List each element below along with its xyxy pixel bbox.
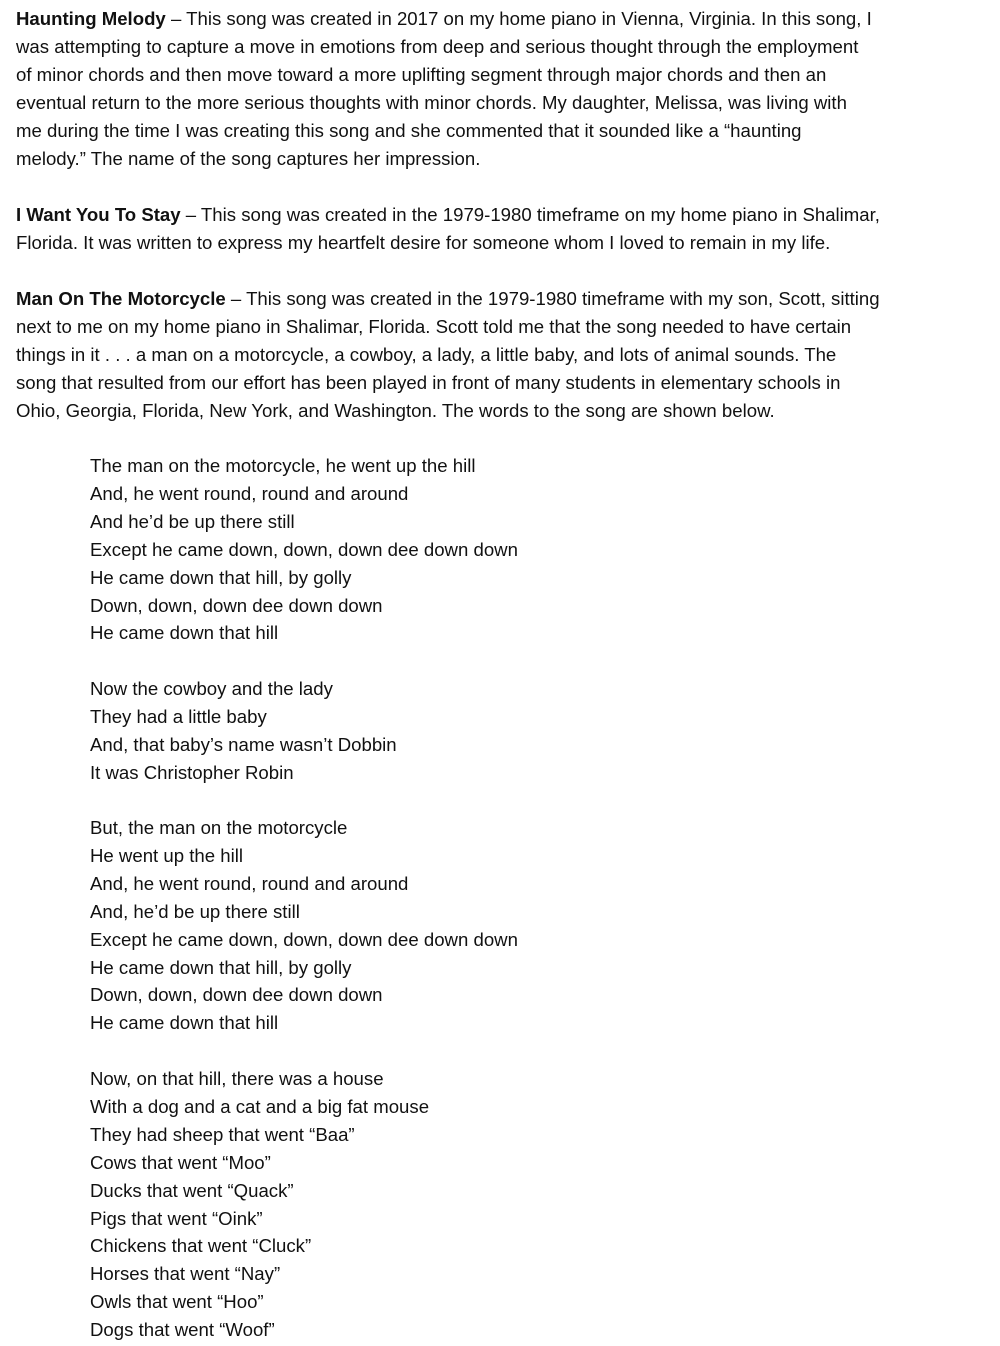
paragraph-line: was attempting to capture a move in emotions from deep and serious thought through the employment	[16, 35, 859, 57]
lyric-line: With a dog and a cat and a big fat mouse	[90, 1095, 430, 1117]
paragraph-first-line	[16, 201, 988, 229]
lyric-line: Owls that went “Hoo”	[90, 1291, 264, 1313]
lyric-line: It was Christopher Robin	[90, 761, 294, 783]
lyrics-stanza-3	[90, 814, 518, 1037]
lyric-line: Chickens that went “Cluck”	[90, 1235, 312, 1257]
lyric-line: He came down that hill	[90, 622, 279, 644]
lyric-line: And, that baby’s name wasn’t Dobbin	[90, 733, 397, 755]
lyrics-stanza-2	[90, 675, 397, 787]
lyric-line: Pigs that went “Oink”	[90, 1207, 263, 1229]
lyric-line: Horses that went “Nay”	[90, 1263, 281, 1285]
lyric-line: Now the cowboy and the lady	[90, 678, 333, 699]
paragraph-line: Ohio, Georgia, Florida, New York, and Washington. The words to the song are shown below.	[16, 399, 775, 421]
lyric-line: Cows that went “Moo”	[90, 1151, 271, 1173]
lyric-line: And, he went round, round and around	[90, 482, 409, 504]
paragraph-i-want-you-to-stay	[16, 201, 988, 257]
lyric-line: He came down that hill, by golly	[90, 566, 352, 588]
lyric-line: Except he came down, down, down dee down down	[90, 928, 518, 950]
paragraph-line: melody.” The name of the song captures her impression.	[16, 147, 481, 169]
lyrics-stanza-4	[90, 1065, 429, 1344]
song-title: I Want You To Stay	[16, 204, 181, 225]
lyric-line: Ducks that went “Quack”	[90, 1179, 294, 1201]
lyric-line: And, he’d be up there still	[90, 900, 300, 922]
song-title: Haunting Melody	[16, 8, 166, 29]
lyric-line: Now, on that hill, there was a house	[90, 1068, 384, 1089]
lyric-line: Except he came down, down, down dee down down	[90, 538, 518, 560]
lyrics-stanza-1	[90, 452, 518, 647]
lyric-line: And he’d be up there still	[90, 510, 295, 532]
paragraph-line: me during the time I was creating this song and she commented that it sounded like a “haunting	[16, 119, 802, 141]
paragraph-text: – This song was created in 2017 on my home piano in Vienna, Virginia. In this song, I	[165, 8, 872, 29]
lyric-line: The man on the motorcycle, he went up the hill	[90, 455, 476, 476]
lyric-line: He came down that hill, by golly	[90, 956, 352, 978]
paragraph-first-line	[16, 5, 988, 33]
paragraph-man-on-the-motorcycle	[16, 285, 988, 425]
lyric-line: Down, down, down dee down down	[90, 594, 383, 616]
paragraph-haunting-melody	[16, 5, 988, 172]
lyric-line: But, the man on the motorcycle	[90, 817, 348, 838]
lyric-line: And, he went round, round and around	[90, 872, 409, 894]
paragraph-first-line	[16, 285, 988, 313]
paragraph-line: song that resulted from our effort has been played in front of many students in elementary schools in	[16, 371, 841, 393]
paragraph-text: – This song was created in the 1979-1980 timeframe with my son, Scott, sitting	[225, 288, 880, 309]
paragraph-line: eventual return to the more serious thoughts with minor chords. My daughter, Melissa, was living with	[16, 91, 847, 113]
paragraph-line: Florida. It was written to express my heartfelt desire for someone whom I loved to remain in my life.	[16, 231, 831, 253]
lyric-line: Down, down, down dee down down	[90, 984, 383, 1006]
lyric-line: Dogs that went “Woof”	[90, 1319, 275, 1341]
paragraph-line: things in it . . . a man on a motorcycle, a cowboy, a lady, a little baby, and lots of animal sounds. The	[16, 343, 837, 365]
song-title: Man On The Motorcycle	[16, 288, 226, 309]
paragraph-text: – This song was created in the 1979-1980 timeframe on my home piano in Shalimar,	[180, 204, 880, 225]
lyric-line: They had a little baby	[90, 705, 267, 727]
paragraph-line: of minor chords and then move toward a more uplifting segment through major chords and then an	[16, 63, 827, 85]
lyric-line: They had sheep that went “Baa”	[90, 1123, 355, 1145]
paragraph-line: next to me on my home piano in Shalimar, Florida. Scott told me that the song needed to have certain	[16, 315, 852, 337]
lyric-line: He came down that hill	[90, 1012, 279, 1034]
lyric-line: He went up the hill	[90, 844, 243, 866]
